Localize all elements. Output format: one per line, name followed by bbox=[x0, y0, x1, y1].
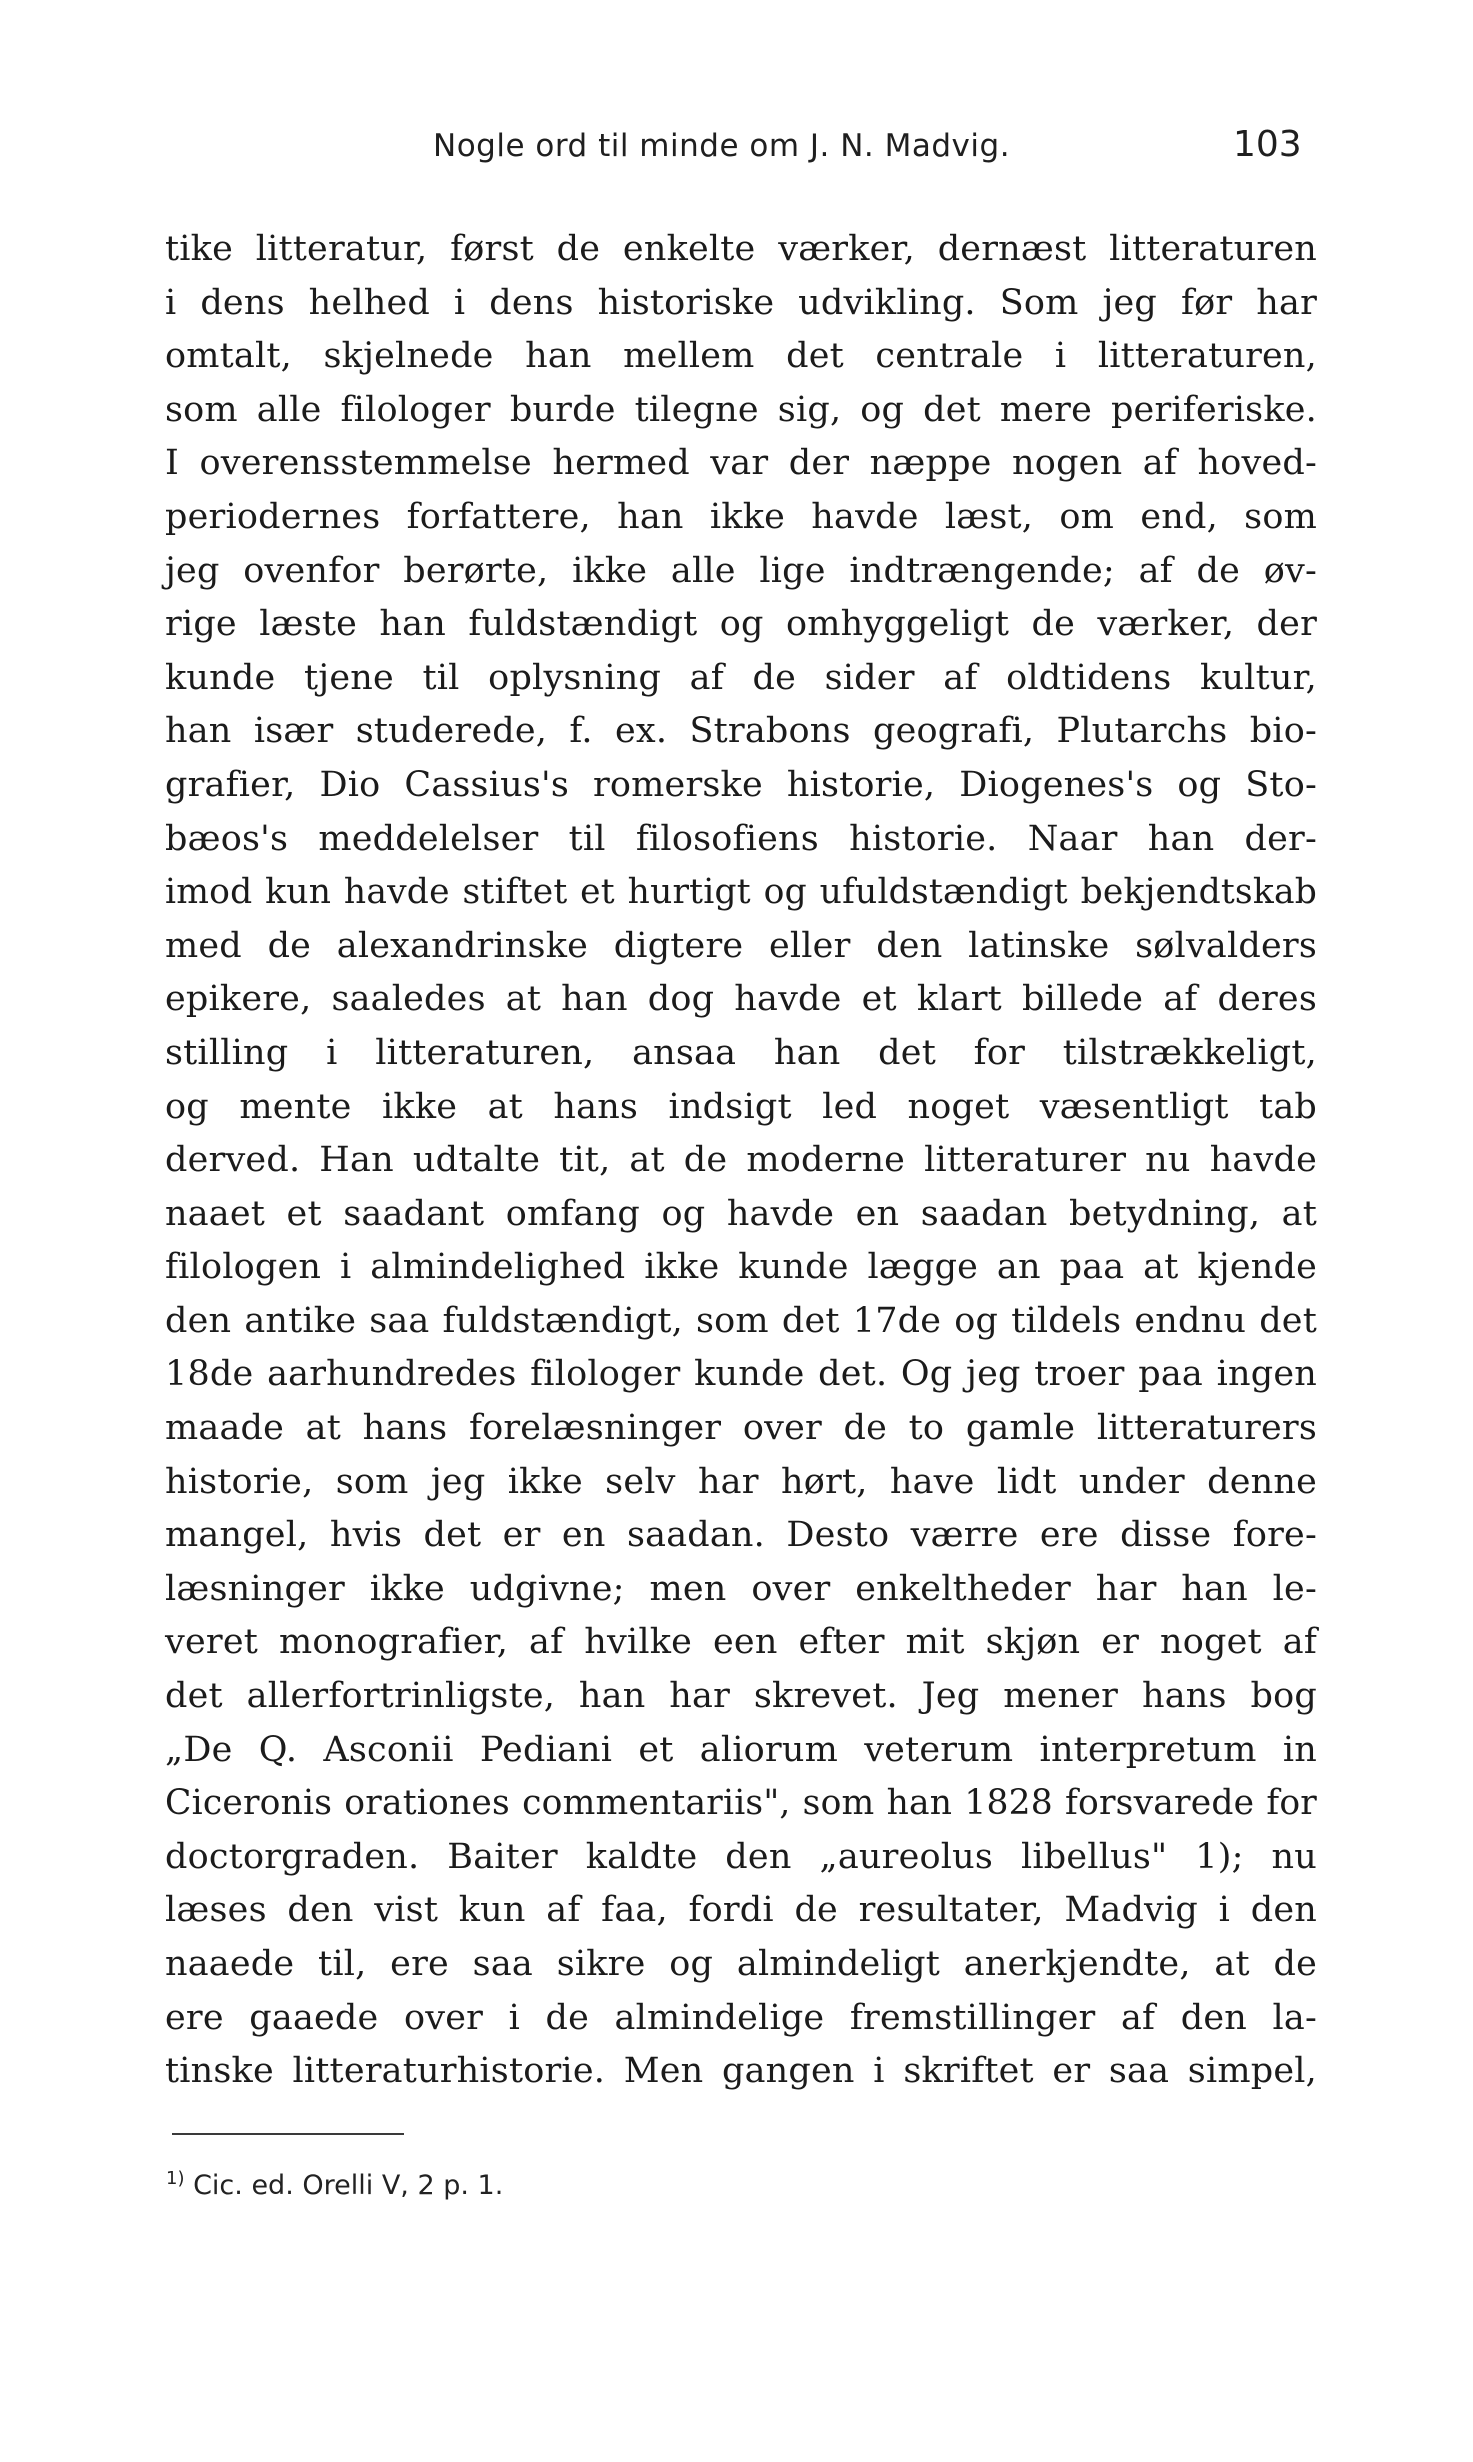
footnote-text: Cic. ed. Orelli V, 2 p. 1. bbox=[193, 2170, 504, 2201]
text-line: 18de aarhundredes filologer kunde det. Og jeg troer paa ingen bbox=[165, 1354, 1317, 1395]
text-line: naaede til, ere saa sikre og almindeligt anerkjendte, at de bbox=[165, 1944, 1317, 1984]
text-line: omtalt, skjelnede han mellem det centrale i litteraturen, bbox=[165, 336, 1317, 377]
text-line: bæos's meddelelser til filosofiens historie. Naar han der- bbox=[165, 818, 1317, 859]
footnote-divider bbox=[172, 2133, 404, 2135]
text-line: som alle filologer burde tilegne sig, og det mere periferiske. bbox=[165, 389, 1317, 430]
text-line: maade at hans forelæsninger over de to gamle litteraturers bbox=[165, 1408, 1317, 1449]
text-line: det allerfortrinligste, han har skrevet. Jeg mener hans bog bbox=[165, 1676, 1317, 1717]
text-line: tinske litteraturhistorie. Men gangen i skriftet er saa simpel, bbox=[165, 2051, 1317, 2092]
text-line: han især studerede, f. ex. Strabons geografi, Plutarchs bio- bbox=[165, 711, 1317, 752]
text-line: periodernes forfattere, han ikke havde læst, om end, som bbox=[165, 496, 1317, 537]
text-line: ere gaaede over i de almindelige fremstillinger af den la- bbox=[165, 1997, 1317, 2038]
text-line: i dens helhed i dens historiske udvikling. Som jeg før har bbox=[165, 282, 1317, 323]
text-line: „De Q. Asconii Pediani et aliorum veterum interpretum in bbox=[165, 1729, 1317, 1770]
text-line: kunde tjene til oplysning af de sider af oldtidens kultur, bbox=[165, 657, 1317, 698]
text-line: og mente ikke at hans indsigt led noget væsentligt tab bbox=[165, 1086, 1317, 1127]
page-number: 103 bbox=[1233, 124, 1302, 165]
text-line: den antike saa fuldstændigt, som det 17de og tildels endnu det bbox=[165, 1300, 1317, 1341]
text-line: naaet et saadant omfang og havde en saadan betydning, at bbox=[165, 1193, 1317, 1234]
running-title: Nogle ord til minde om J. N. Madvig. bbox=[433, 128, 1011, 164]
text-line: grafier, Dio Cassius's romerske historie, Diogenes's og Sto- bbox=[165, 764, 1317, 805]
text-line: historie, som jeg ikke selv har hørt, have lidt under denne bbox=[165, 1461, 1317, 1502]
text-line: Ciceronis orationes commentariis", som han 1828 forsvarede for bbox=[165, 1783, 1317, 1824]
text-line: stilling i litteraturen, ansaa han det for tilstrækkeligt, bbox=[165, 1032, 1317, 1073]
text-line: rige læste han fuldstændigt og omhyggeligt de værker, der bbox=[165, 604, 1317, 645]
text-line: epikere, saaledes at han dog havde et klart billede af deres bbox=[165, 979, 1317, 1020]
text-line: jeg ovenfor berørte, ikke alle lige indtrængende; af de øv- bbox=[165, 550, 1317, 591]
text-line: I overensstemmelse hermed var der næppe nogen af hoved- bbox=[165, 443, 1317, 484]
text-line: mangel, hvis det er en saadan. Desto værre ere disse fore- bbox=[165, 1515, 1317, 1556]
main-text-block bbox=[165, 223, 1317, 2099]
text-line: veret monografier, af hvilke een efter mit skjøn er noget af bbox=[165, 1622, 1317, 1663]
text-line: med de alexandrinske digtere eller den latinske sølvalders bbox=[165, 925, 1317, 966]
footnote bbox=[166, 2168, 503, 2201]
text-line: doctorgraden. Baiter kaldte den „aureolus libellus" 1); nu bbox=[165, 1836, 1317, 1877]
text-line: læses den vist kun af faa, fordi de resultater, Madvig i den bbox=[165, 1890, 1317, 1931]
text-line: derved. Han udtalte tit, at de moderne litteraturer nu havde bbox=[165, 1140, 1317, 1181]
footnote-marker: 1) bbox=[166, 2168, 185, 2189]
text-line: læsninger ikke udgivne; men over enkeltheder har han le- bbox=[165, 1568, 1317, 1609]
text-line: tike litteratur, først de enkelte værker, dernæst litteraturen bbox=[165, 229, 1317, 269]
text-line: imod kun havde stiftet et hurtigt og ufuldstændigt bekjendtskab bbox=[165, 872, 1317, 913]
text-line: filologen i almindelighed ikke kunde lægge an paa at kjende bbox=[165, 1247, 1317, 1288]
